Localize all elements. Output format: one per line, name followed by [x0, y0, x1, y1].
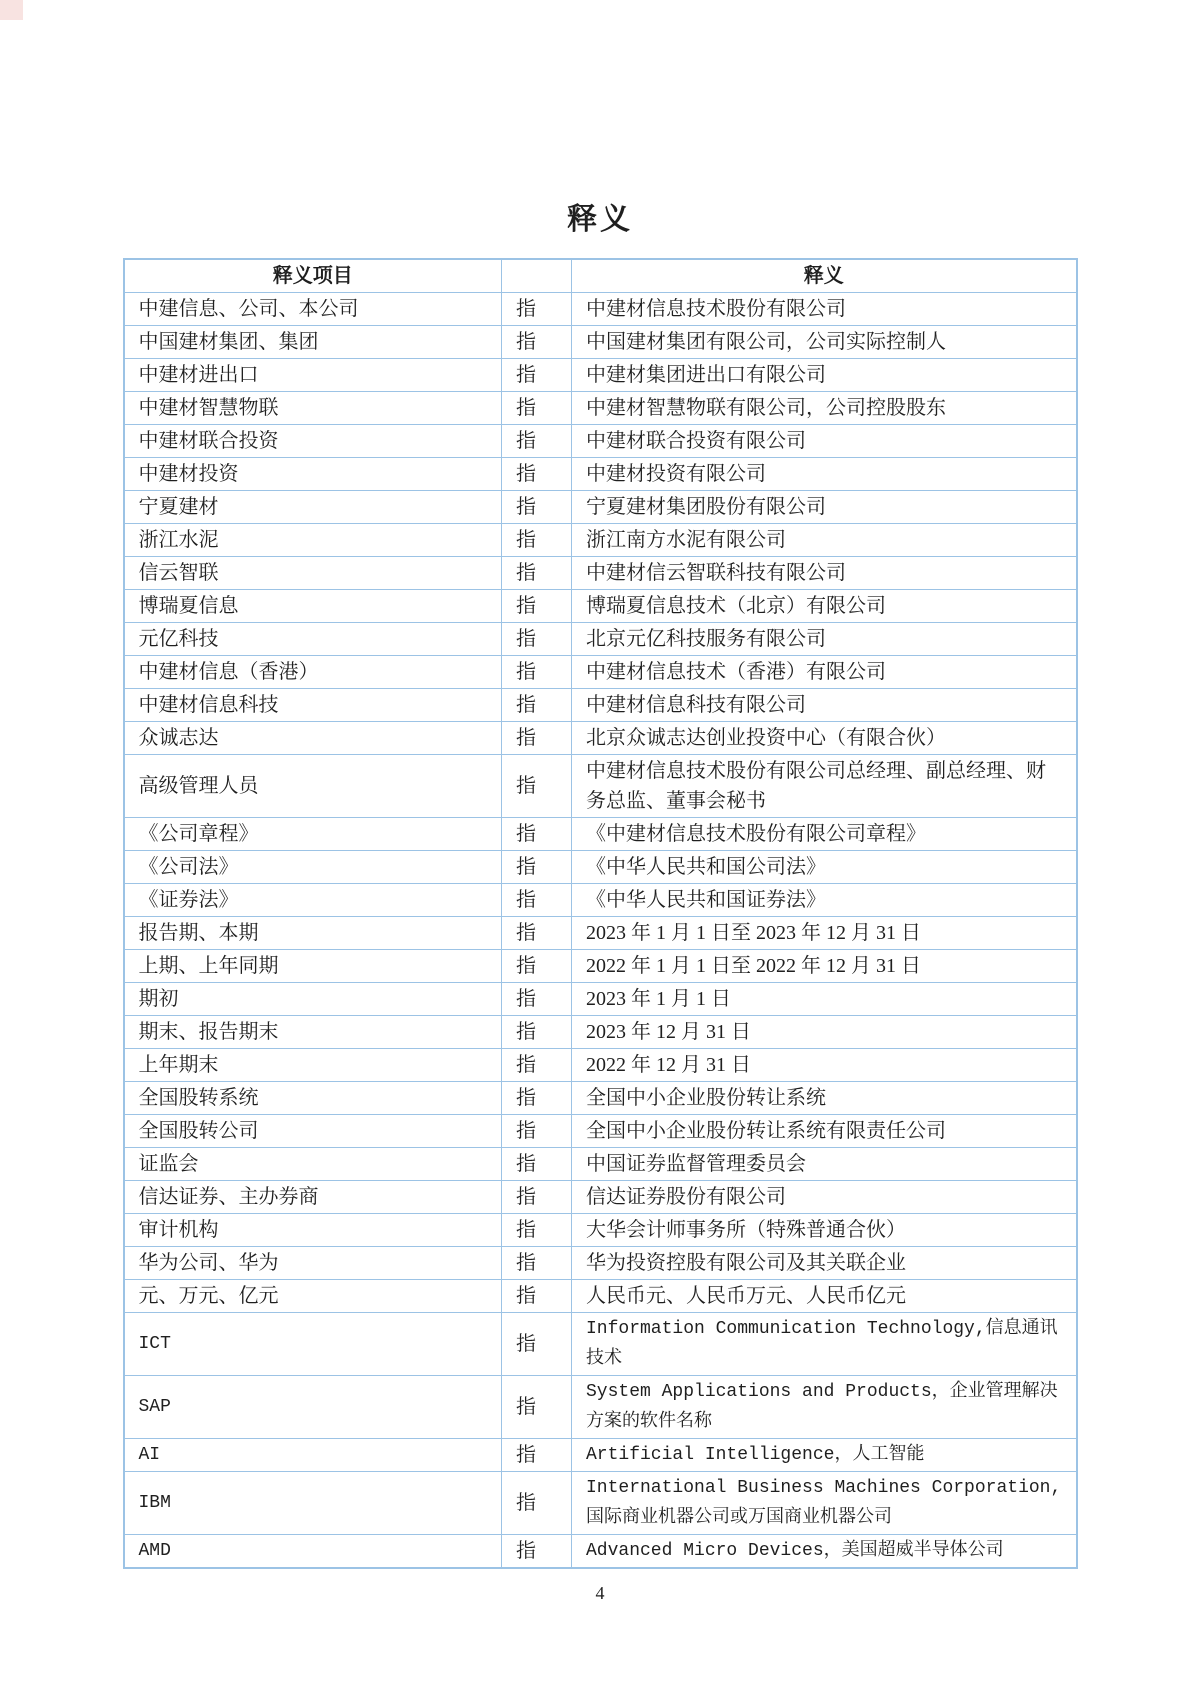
table-row: [124, 1535, 1077, 1569]
term-cell: 中国建材集团、集团: [124, 326, 502, 359]
definition-cell: Artificial Intelligence，人工智能: [572, 1439, 1077, 1472]
term-cell: 报告期、本期: [124, 917, 502, 950]
term-cell: 信达证券、主办券商: [124, 1181, 502, 1214]
table-row: [124, 950, 1077, 983]
term-cell: 中建材智慧物联: [124, 392, 502, 425]
definition-cell: 宁夏建材集团股份有限公司: [572, 491, 1077, 524]
definition-cell: 信达证券股份有限公司: [572, 1181, 1077, 1214]
term-cell: SAP: [124, 1376, 502, 1439]
definition-cell: 中建材信云智联科技有限公司: [572, 557, 1077, 590]
means-cell: 指: [502, 425, 572, 458]
definition-cell: 北京众诚志达创业投资中心（有限合伙）: [572, 722, 1077, 755]
term-cell: 中建材联合投资: [124, 425, 502, 458]
term-cell: 期末、报告期末: [124, 1016, 502, 1049]
means-cell: 指: [502, 1082, 572, 1115]
term-cell: 全国股转系统: [124, 1082, 502, 1115]
page-number: 4: [595, 1583, 605, 1604]
means-cell: 指: [502, 755, 572, 818]
means-cell: 指: [502, 884, 572, 917]
definition-cell: 全国中小企业股份转让系统: [572, 1082, 1077, 1115]
term-cell: 众诚志达: [124, 722, 502, 755]
term-cell: 上期、上年同期: [124, 950, 502, 983]
means-cell: 指: [502, 818, 572, 851]
table-row: [124, 1280, 1077, 1313]
means-cell: 指: [502, 491, 572, 524]
table-row: [124, 1439, 1077, 1472]
means-cell: 指: [502, 458, 572, 491]
term-cell: 上年期末: [124, 1049, 502, 1082]
table-row: [124, 1247, 1077, 1280]
table-row: [124, 689, 1077, 722]
means-cell: 指: [502, 1313, 572, 1376]
means-cell: 指: [502, 623, 572, 656]
term-cell: AI: [124, 1439, 502, 1472]
definition-cell: 大华会计师事务所（特殊普通合伙）: [572, 1214, 1077, 1247]
means-cell: 指: [502, 1376, 572, 1439]
means-cell: 指: [502, 851, 572, 884]
definition-cell: 《中建材信息技术股份有限公司章程》: [572, 818, 1077, 851]
term-cell: 元亿科技: [124, 623, 502, 656]
table-row: [124, 1082, 1077, 1115]
definition-cell: 人民币元、人民币万元、人民币亿元: [572, 1280, 1077, 1313]
page-title: 释义: [567, 203, 633, 237]
term-cell: 中建材进出口: [124, 359, 502, 392]
definition-cell: 北京元亿科技服务有限公司: [572, 623, 1077, 656]
term-cell: 中建信息、公司、本公司: [124, 293, 502, 326]
definition-cell: 华为投资控股有限公司及其关联企业: [572, 1247, 1077, 1280]
table-body: [124, 293, 1077, 1569]
definitions-table: [123, 258, 1078, 1569]
table-row: [124, 557, 1077, 590]
means-cell: 指: [502, 1472, 572, 1535]
table-row: [124, 1214, 1077, 1247]
definition-cell: 博瑞夏信息技术（北京）有限公司: [572, 590, 1077, 623]
term-cell: 《证券法》: [124, 884, 502, 917]
term-cell: 证监会: [124, 1148, 502, 1181]
definition-cell: Information Communication Technology,信息通讯技术: [572, 1313, 1077, 1376]
term-cell: 信云智联: [124, 557, 502, 590]
term-cell: 全国股转公司: [124, 1115, 502, 1148]
means-cell: 指: [502, 1535, 572, 1569]
corner-mark: [0, 0, 23, 20]
definition-cell: 中建材投资有限公司: [572, 458, 1077, 491]
table-row: [124, 458, 1077, 491]
means-cell: 指: [502, 1181, 572, 1214]
table-row: [124, 293, 1077, 326]
term-cell: 期初: [124, 983, 502, 1016]
means-cell: 指: [502, 326, 572, 359]
term-cell: 审计机构: [124, 1214, 502, 1247]
definition-cell: 中建材智慧物联有限公司，公司控股股东: [572, 392, 1077, 425]
header-definition: 释义: [572, 259, 1077, 293]
definition-cell: 中建材信息技术股份有限公司: [572, 293, 1077, 326]
table-row: [124, 359, 1077, 392]
definition-cell: Advanced Micro Devices，美国超威半导体公司: [572, 1535, 1077, 1569]
means-cell: 指: [502, 1214, 572, 1247]
definition-cell: 中国证券监督管理委员会: [572, 1148, 1077, 1181]
definition-cell: 全国中小企业股份转让系统有限责任公司: [572, 1115, 1077, 1148]
table-row: [124, 1016, 1077, 1049]
table-row: [124, 491, 1077, 524]
means-cell: 指: [502, 1016, 572, 1049]
term-cell: 中建材投资: [124, 458, 502, 491]
definition-cell: 2022 年 12 月 31 日: [572, 1049, 1077, 1082]
table-row: [124, 755, 1077, 818]
definition-cell: 2023 年 1 月 1 日至 2023 年 12 月 31 日: [572, 917, 1077, 950]
means-cell: 指: [502, 590, 572, 623]
header-middle: [502, 259, 572, 293]
table-row: [124, 656, 1077, 689]
definition-cell: 中建材信息科技有限公司: [572, 689, 1077, 722]
means-cell: 指: [502, 917, 572, 950]
means-cell: 指: [502, 1049, 572, 1082]
means-cell: 指: [502, 1148, 572, 1181]
means-cell: 指: [502, 983, 572, 1016]
definition-cell: 2023 年 12 月 31 日: [572, 1016, 1077, 1049]
term-cell: 《公司法》: [124, 851, 502, 884]
table-row: [124, 1049, 1077, 1082]
means-cell: 指: [502, 359, 572, 392]
term-cell: AMD: [124, 1535, 502, 1569]
means-cell: 指: [502, 950, 572, 983]
definition-cell: 2023 年 1 月 1 日: [572, 983, 1077, 1016]
definition-cell: 《中华人民共和国公司法》: [572, 851, 1077, 884]
term-cell: 华为公司、华为: [124, 1247, 502, 1280]
definition-cell: 《中华人民共和国证券法》: [572, 884, 1077, 917]
table-row: [124, 1148, 1077, 1181]
means-cell: 指: [502, 1439, 572, 1472]
means-cell: 指: [502, 656, 572, 689]
term-cell: ICT: [124, 1313, 502, 1376]
means-cell: 指: [502, 1115, 572, 1148]
definition-cell: 中建材联合投资有限公司: [572, 425, 1077, 458]
term-cell: 中建材信息科技: [124, 689, 502, 722]
definition-cell: 中建材集团进出口有限公司: [572, 359, 1077, 392]
table-row: [124, 1376, 1077, 1439]
term-cell: 中建材信息（香港）: [124, 656, 502, 689]
means-cell: 指: [502, 392, 572, 425]
definition-cell: 中建材信息技术（香港）有限公司: [572, 656, 1077, 689]
table-row: [124, 1115, 1077, 1148]
table-row: [124, 425, 1077, 458]
table-row: [124, 818, 1077, 851]
definition-cell: 中建材信息技术股份有限公司总经理、副总经理、财务总监、董事会秘书: [572, 755, 1077, 818]
definition-cell: System Applications and Products，企业管理解决方案的软件名称: [572, 1376, 1077, 1439]
term-cell: 元、万元、亿元: [124, 1280, 502, 1313]
means-cell: 指: [502, 1280, 572, 1313]
table-row: [124, 1472, 1077, 1535]
definition-cell: International Business Machines Corporation,国际商业机器公司或万国商业机器公司: [572, 1472, 1077, 1535]
means-cell: 指: [502, 524, 572, 557]
table-row: [124, 590, 1077, 623]
means-cell: 指: [502, 722, 572, 755]
table-row: [124, 884, 1077, 917]
means-cell: 指: [502, 557, 572, 590]
means-cell: 指: [502, 1247, 572, 1280]
table-row: [124, 851, 1077, 884]
term-cell: 高级管理人员: [124, 755, 502, 818]
table-row: [124, 722, 1077, 755]
means-cell: 指: [502, 293, 572, 326]
table-row: [124, 1313, 1077, 1376]
table-row: [124, 623, 1077, 656]
term-cell: 浙江水泥: [124, 524, 502, 557]
term-cell: 宁夏建材: [124, 491, 502, 524]
table-row: [124, 326, 1077, 359]
table-header-row: [124, 259, 1077, 293]
table-row: [124, 917, 1077, 950]
table-row: [124, 524, 1077, 557]
header-term: 释义项目: [124, 259, 502, 293]
definition-cell: 中国建材集团有限公司，公司实际控制人: [572, 326, 1077, 359]
means-cell: 指: [502, 689, 572, 722]
term-cell: IBM: [124, 1472, 502, 1535]
table-row: [124, 983, 1077, 1016]
table-row: [124, 392, 1077, 425]
table-row: [124, 1181, 1077, 1214]
definition-cell: 2022 年 1 月 1 日至 2022 年 12 月 31 日: [572, 950, 1077, 983]
term-cell: 《公司章程》: [124, 818, 502, 851]
term-cell: 博瑞夏信息: [124, 590, 502, 623]
definition-cell: 浙江南方水泥有限公司: [572, 524, 1077, 557]
